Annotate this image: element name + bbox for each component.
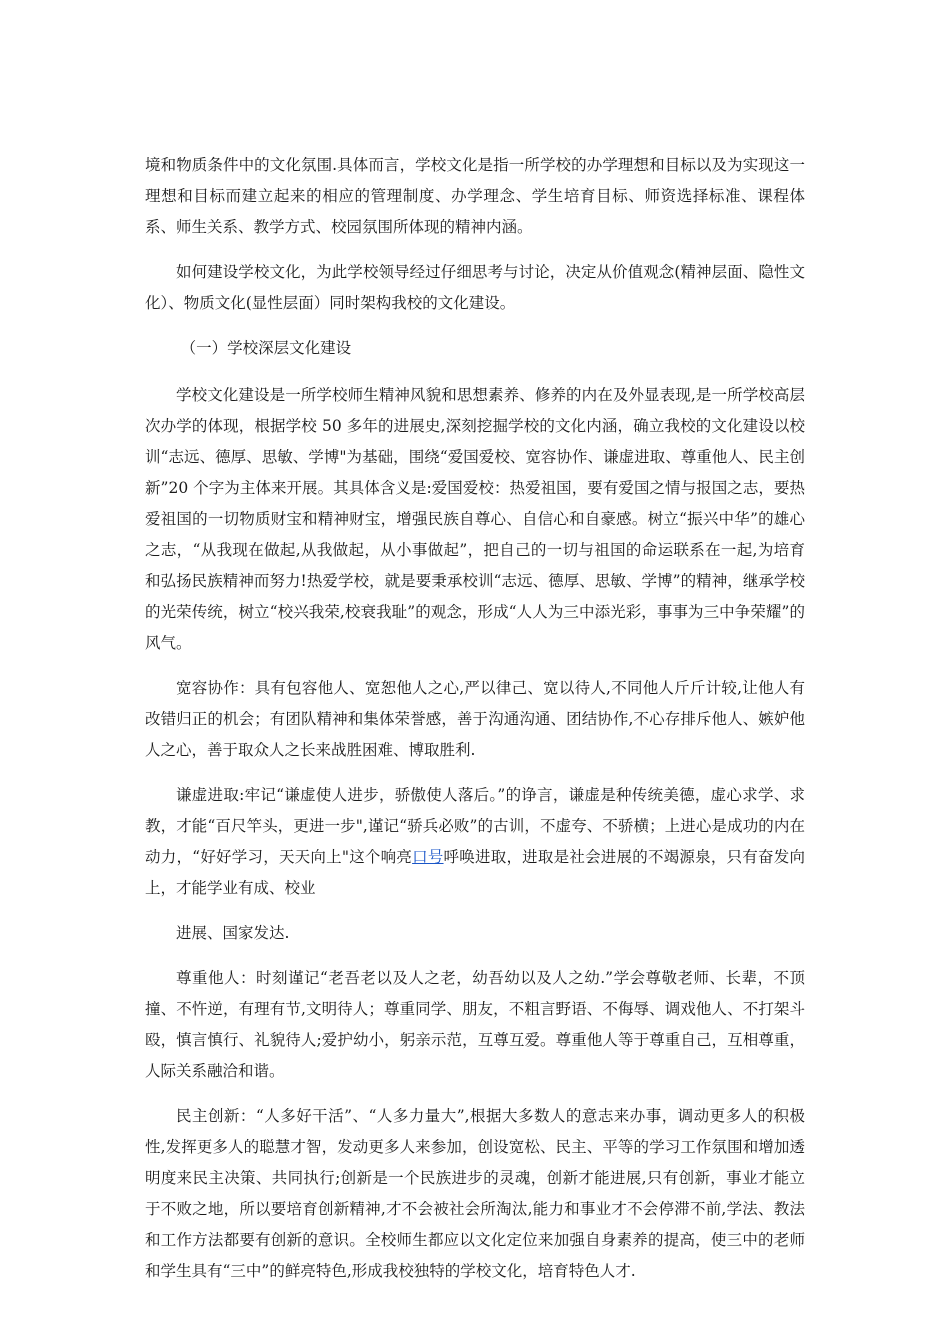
paragraph-respect-others: 尊重他人：时刻谨记“老吾老以及人之老，幼吾幼以及人之幼.”学会尊敬老师、长辈，不顶撞、不忤逆，有理有节,文明待人；尊重同学、朋友，不粗言野语、不侮辱、调戏他人、不打架斗殴，慎言慎行、礼貌待人;爱护幼小，躬亲示范，互尊互爱。尊重他人等于尊重自己，互相尊重，人际关系融洽和谐。 xyxy=(145,969,805,1080)
paragraph-modest-progress xyxy=(145,780,805,904)
section-heading-deep-culture: （一）学校深层文化建设 xyxy=(180,339,352,357)
paragraph-text-segment: 谦虚进取:牢记“谦虚使人进步，骄傲使人落后。”的诤言，谦虚是种传统美德，虚心求学、求教，才能“百尺竿头，更进一步",谨记“骄兵必败”的古训，不虚夸、不骄横；上进心是成功的内在动力，“好好学习，天天向上"这个响亮 xyxy=(145,786,805,866)
paragraph-how-to-build: 如何建设学校文化，为此学校领导经过仔细思考与讨论，决定从价值观念(精神层面、隐性文化）、物质文化(显性层面）同时架构我校的文化建设。 xyxy=(145,263,805,312)
paragraph-school-culture-definition: 境和物质条件中的文化氛围.具体而言，学校文化是指一所学校的办学理想和目标以及为实现这一理想和目标而建立起来的相应的管理制度、办学理念、学生培育目标、师资选择标准、课程体系、师生关系、教学方式、校园氛围所体现的精神内涵。 xyxy=(145,156,805,236)
paragraph-culture-construction: 学校文化建设是一所学校师生精神风貌和思想素养、修养的内在及外显表现,是一所学校高层次办学的体现，根据学校 50 多年的进展史,深刻挖掘学校的文化内涵，确立我校的文化建设以校训“志远、德厚、思敏、学博"为基础，围绕“爱国爱校、宽容协作、谦虚进取、尊重他人、民主创新”20 个字为主体来开展。其具体含义是:爱国爱校：热爱祖国，要有爱国之情与报国之志，要热爱祖国的一切物质财宝和精神财宝，增强民族自尊心、自信心和自豪感。树立“振兴中华”的雄心之志，“从我现在做起,从我做起，从小事做起”，把自己的一切与祖国的命运联系在一起,为培育和弘扬民族精神而努力!热爱学校，就是要秉承校训“志远、德厚、思敏、学博”的精神，继承学校的光荣传统，树立“校兴我荣,校衰我耻”的观念，形成“人人为三中添光彩，事事为三中争荣耀”的风气。 xyxy=(145,386,805,652)
paragraph-continuation: 进展、国家发达. xyxy=(176,924,290,942)
paragraph-democracy-innovation: 民主创新：“人多好干活”、“人多力量大”,根据大多数人的意志来办事，调动更多人的积极性,发挥更多人的聪慧才智，发动更多人来参加，创设宽松、民主、平等的学习工作氛围和增加透明度来民主决策、共同执行;创新是一个民族进步的灵魂，创新才能进展,只有创新，事业才能立于不败之地，所以要培育创新精神,才不会被社会所淘汰,能力和事业才不会停滞不前,学法、教法和工作方法都要有创新的意识。全校师生都应以文化定位来加强自身素养的提高，使三中的老师和学生具有“三中”的鲜亮特色,形成我校独特的学校文化，培育特色人才. xyxy=(145,1107,805,1280)
document-body xyxy=(145,150,805,1301)
slogan-link[interactable]: 口号 xyxy=(412,848,444,866)
paragraph-text-segment: 呼唤进取，进取是社会进展的不竭源泉，只有奋发向上，才能学业有成、校业 xyxy=(145,848,805,897)
paragraph-tolerance-cooperation: 宽容协作：具有包容他人、宽恕他人之心,严以律己、宽以待人,不同他人斤斤计较,让他人有改错归正的机会；有团队精神和集体荣誉感，善于沟通沟通、团结协作,不心存排斥他人、嫉妒他人之心，善于取众人之长来战胜困难、博取胜利. xyxy=(145,679,805,759)
